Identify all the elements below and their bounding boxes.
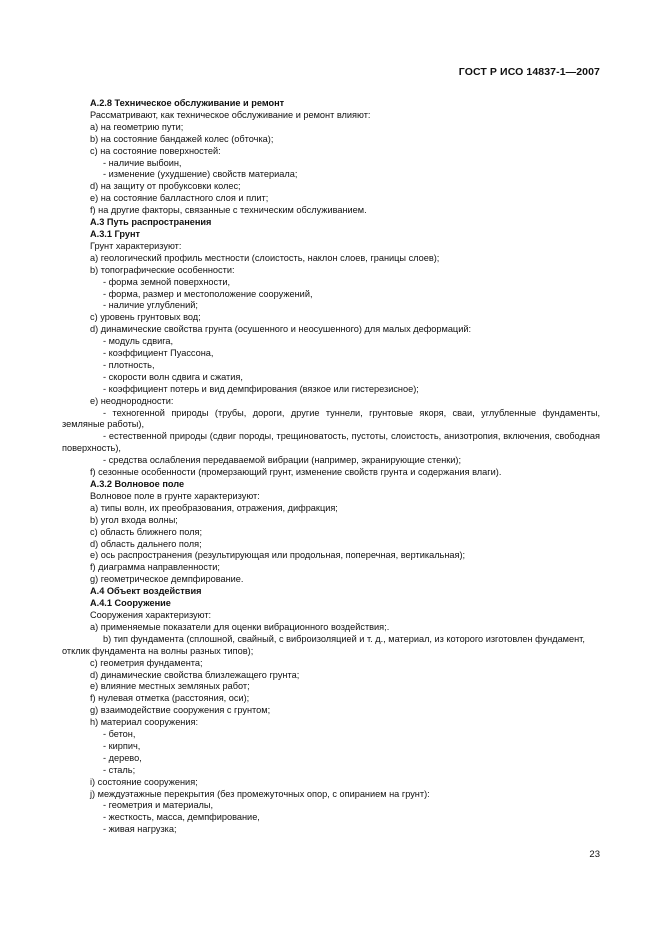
list-subitem: - коэффициент потерь и вид демпфирования (вязкое или гистерезисное);	[103, 383, 419, 394]
list-subitem: - геометрия и материалы,	[103, 800, 214, 811]
section-heading: А.4 Объект воздействия	[90, 586, 202, 597]
document-header: ГОСТ Р ИСО 14837-1—2007	[458, 66, 600, 78]
section-heading: А.3 Путь распространения	[90, 217, 212, 228]
list-subitem: - сталь;	[103, 764, 136, 775]
document-body	[62, 98, 600, 836]
text-line: - естественной природы (сдвиг породы, трещиноватость, пустоты, слоистость, анизотропия, включения, свободная поверхность),	[62, 431, 600, 454]
text-line: а) на геометрию пути;	[90, 121, 184, 132]
list-subitem: - модуль сдвига,	[103, 336, 174, 347]
text-line: е) ось распространения (результирующая или продольная, поперечная, вертикальная);	[90, 550, 466, 561]
text-line: d) динамические свойства грунта (осушенного и неосушенного) для малых деформаций:	[90, 324, 472, 335]
text-line: f) диаграмма направленности;	[90, 562, 220, 573]
list-subitem: - кирпич,	[103, 740, 141, 751]
list-subitem: - живая нагрузка;	[103, 824, 177, 835]
text-line: а) применяемые показатели для оценки вибрационного воздействия;.	[90, 621, 390, 632]
page-number: 23	[589, 849, 600, 860]
text-line: d) динамические свойства близлежащего грунта;	[90, 669, 300, 680]
section-heading: А.2.8 Техническое обслуживание и ремонт	[90, 98, 285, 108]
list-subitem: - коэффициент Пуассона,	[103, 348, 214, 359]
text-line: h) материал сооружения:	[90, 717, 199, 728]
list-subitem: - форма земной поверхности,	[103, 276, 231, 287]
text-line: е) неоднородности:	[90, 395, 174, 406]
list-subitem: - средства ослабления передаваемой вибрации (например, экранирующие стенки);	[103, 455, 462, 466]
text-line: i) состояние сооружения;	[90, 776, 198, 787]
text-line: е) влияние местных земляных работ;	[90, 681, 250, 692]
text-line: с) геометрия фундамента;	[90, 657, 203, 668]
text-line: f) сезонные особенности (промерзающий грунт, изменение свойств грунта и содержания влаги).	[90, 467, 502, 478]
list-subitem: - наличие выбоин,	[103, 157, 182, 168]
text-line: Волновое поле в грунте характеризуют:	[90, 490, 260, 501]
text-line: g) взаимодействие сооружения с грунтом;	[90, 705, 271, 716]
section-heading: А.4.1 Сооружение	[90, 598, 171, 609]
list-subitem: - скорости волн сдвига и сжатия,	[103, 371, 243, 382]
list-subitem: - плотность,	[103, 359, 155, 370]
text-line: b) топографические особенности:	[90, 264, 235, 275]
list-subitem: - бетон,	[103, 729, 136, 740]
list-subitem: - жесткость, масса, демпфирование,	[103, 812, 260, 823]
text-line: f) на другие факторы, связанные с техническим обслуживанием.	[90, 205, 367, 216]
text-line: с) уровень грунтовых вод;	[90, 312, 201, 323]
list-subitem: - наличие углублений;	[103, 300, 198, 311]
text-line: е) на состояние балластного слоя и плит;	[90, 193, 269, 204]
text-line: а) типы волн, их преобразования, отражения, дифракция;	[90, 502, 338, 513]
text-line: d) на защиту от пробуксовки колес;	[90, 181, 241, 192]
section-heading: А.3.2 Волновое поле	[90, 479, 185, 489]
text-line: b) на состояние бандажей колес (обточка);	[90, 133, 274, 144]
text-line: g) геометрическое демпфирование.	[90, 574, 244, 585]
section-heading: А.3.1 Грунт	[90, 228, 141, 239]
text-line: а) геологический профиль местности (слоистость, наклон слоев, границы слоев);	[90, 252, 440, 263]
list-subitem: - дерево,	[103, 752, 142, 763]
list-subitem: - изменение (ухудшение) свойств материала;	[103, 169, 298, 180]
text-line: Сооружения характеризуют:	[90, 609, 212, 620]
list-subitem: - форма, размер и местоположение сооружений,	[103, 288, 313, 299]
text-line: b) угол входа волны;	[90, 514, 178, 525]
text-line: с) на состояние поверхностей:	[90, 145, 221, 156]
text-line: b) тип фундамента (сплошной, свайный, с виброизоляцией и т. д., материал, из которого изготовлен фундамент, отклик фундамента на волны разных типов);	[62, 633, 585, 656]
text-line: j) междуэтажные перекрытия (без промежуточных опор, с опиранием на грунт):	[90, 788, 430, 799]
text-line: - техногенной природы (трубы, дороги, другие туннели, грунтовые якоря, сваи, углубленные фундаменты, земляные работы),	[62, 407, 600, 430]
text-line: d) область дальнего поля;	[90, 538, 202, 549]
text-line: Рассматривают, как техническое обслуживание и ремонт влияют:	[90, 109, 371, 120]
text-line: с) область ближнего поля;	[90, 526, 203, 537]
text-line: f) нулевая отметка (расстояния, оси);	[90, 693, 250, 704]
text-line: Грунт характеризуют:	[90, 240, 182, 251]
